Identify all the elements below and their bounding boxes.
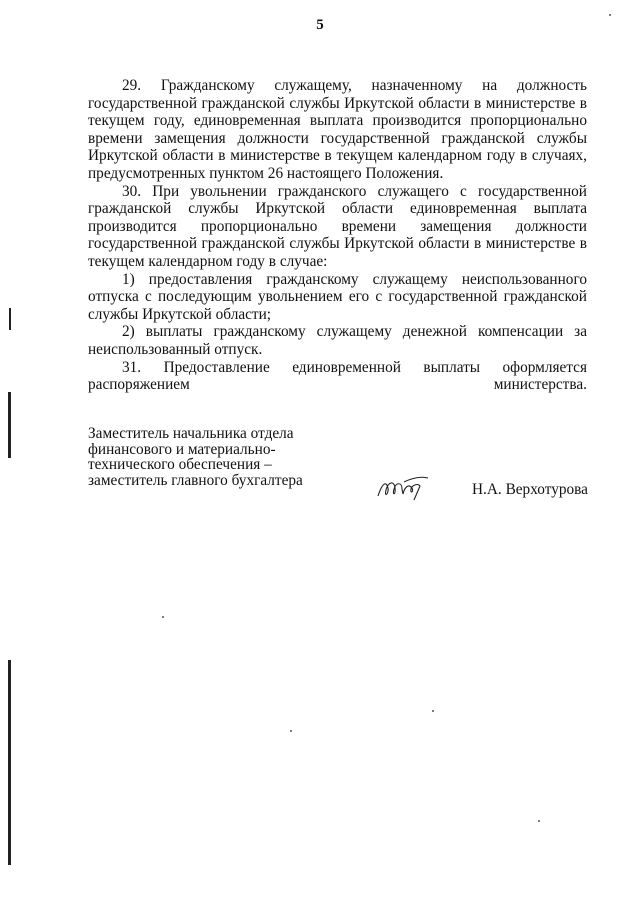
paragraph-30: 30. При увольнении гражданского служащего с государственной гражданской службы Иркутской области единовременная выплата производится пропорционально времени замещения должности государственной гражданской службы Иркутской области в министерстве в текущем календарном году в случае: xyxy=(88,182,587,270)
scan-mark xyxy=(9,308,11,330)
signer-position-line: Заместитель начальника отдела xyxy=(88,425,294,442)
signer-name: Н.А. Верхотурова xyxy=(472,481,588,498)
handwritten-signature xyxy=(374,470,432,506)
page-number: 5 xyxy=(316,17,324,33)
paragraph-30-item-2: 2) выплаты гражданскому служащему денежной компенсации за неиспользованный отпуск. xyxy=(88,323,587,358)
signer-position xyxy=(88,426,303,488)
scan-speck xyxy=(538,820,540,822)
scan-mark xyxy=(8,392,11,458)
scan-speck xyxy=(290,730,292,732)
scan-speck xyxy=(432,710,434,712)
scan-speck xyxy=(609,14,611,16)
signer-position-line: финансового и материально- xyxy=(88,440,276,458)
document-body xyxy=(88,77,587,394)
scan-mark xyxy=(8,660,11,865)
scan-speck xyxy=(162,616,164,618)
signer-position-line: заместитель главного бухгалтера xyxy=(88,471,303,489)
paragraph-29: 29. Гражданскому служащему, назначенному на должность государственной гражданской службы Иркутской области в министерстве в текущем году, единовременная выплата производится пропорционально времени замещения должности государственной гражданской службы Иркутской области в министерстве в текущем календарном году в случаях, предусмотренных пунктом 26 настоящего Положения. xyxy=(88,77,587,182)
signer-position-line: технического обеспечения – xyxy=(88,456,272,473)
paragraph-30-item-1: 1) предоставления гражданскому служащему неиспользованного отпуска с последующим увольнением его с государственной гражданской службы Иркутской области; xyxy=(88,270,587,323)
paragraph-31: 31. Предоставление единовременной выплаты оформляется распоряжением министерства. xyxy=(88,358,587,394)
